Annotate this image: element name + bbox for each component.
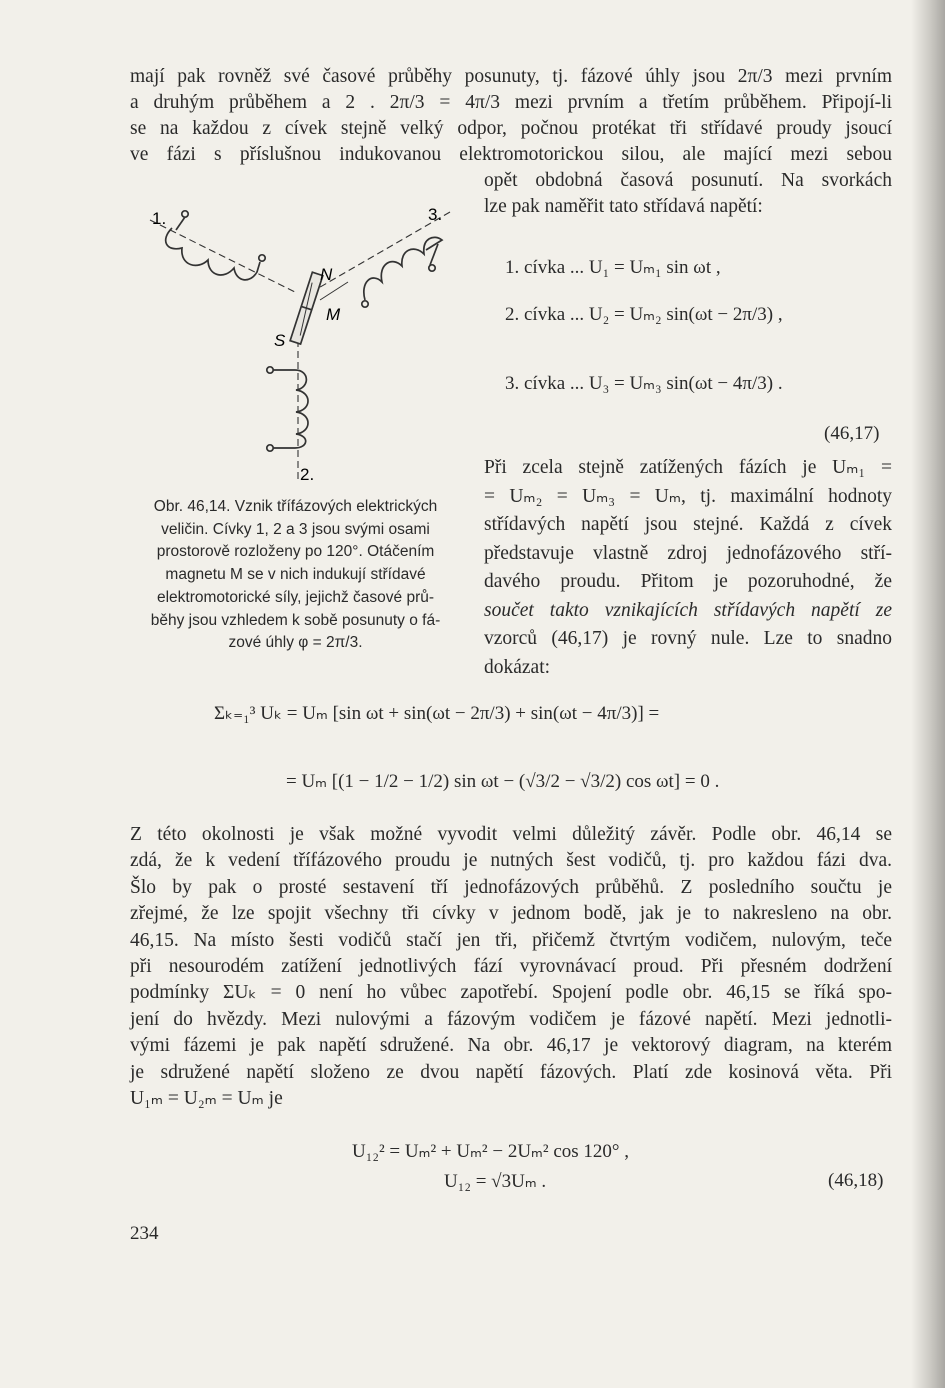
equation-coil-2: 2. cívka ... U₂ = Uₘ₂ sin(ωt − 2π/3) , — [505, 304, 783, 325]
text-line: se na každou z cívek stejně velký odpor, počnou protékat tři střídavé proudy jsoucí — [130, 118, 892, 139]
caption-line: běhy jsou vzhledem k sobě posunuty o fá- — [150, 611, 441, 629]
text-line: dokázat: — [484, 656, 551, 678]
caption-line: magnetu M se v nich indukují střídavé — [165, 566, 426, 584]
label-coil-3: 3. — [428, 205, 443, 224]
text-line: opět obdobná časová posunutí. Na svorkách — [484, 170, 892, 191]
three-phase-coil-figure — [120, 190, 465, 490]
text-line: podmínky ΣUₖ = 0 není ho vůbec zapotřebí. Spojení podle obr. 46,15 se říká spo- — [130, 982, 892, 1004]
label-coil-1: 1. — [152, 209, 167, 228]
equation-sum-line-2: = Uₘ [(1 − 1/2 − 1/2) sin ωt − (√3/2 − √3/2) cos ωt] = 0 . — [286, 771, 720, 792]
text-line: jení do hvězdy. Mezi nulovými a fázovým vodičem je fázové napětí. Mezi jednotli- — [130, 1008, 892, 1030]
text-line: U₁ₘ = U₂ₘ = Uₘ je — [130, 1088, 283, 1110]
text-line: mají pak rovněž své časové průběhy posunuty, tj. fázové úhly jsou 2π/3 mezi prvním — [130, 66, 892, 87]
caption-line: Obr. 46,14. Vznik třífázových elektrických — [153, 498, 438, 515]
equation-coil-3: 3. cívka ... U₃ = Uₘ₃ sin(ωt − 4π/3) . — [505, 373, 783, 394]
coil-2 — [272, 370, 308, 448]
coil-3-terminal-b — [429, 265, 435, 271]
text-line: davého proudu. Přitom je pozoruhodné, že — [484, 571, 892, 592]
label-coil-2: 2. — [300, 465, 315, 484]
text-line: střídavých napětí jsou stejné. Každá z cívek — [484, 514, 892, 535]
caption-line: prostorově rozloženy po 120°. Otáčením — [156, 543, 435, 561]
coil-1-lead-a — [176, 217, 185, 230]
page-edge-shadow — [911, 0, 945, 1388]
label-south: S — [274, 331, 286, 350]
text-line: ve fázi s příslušnou indukovanou elektromotorickou silou, ale mající mezi sebou — [130, 144, 892, 165]
coil-1-terminal-a — [182, 211, 188, 217]
equation-u12: U₁₂ = √3Uₘ . — [444, 1171, 547, 1192]
page-number: 234 — [130, 1223, 159, 1244]
text-line: Šlo by pak o prosté sestavení tří jednofázových průběhů. Z posledního součtu je — [130, 876, 892, 898]
text-line: zdá, že k vedení třífázového proudu je nutných šest vodičů, tj. pro každou fázi dva. — [130, 850, 892, 872]
text-line: Z této okolnosti je však možné vyvodit velmi důležitý závěr. Podle obr. 46,14 se — [130, 824, 892, 845]
equation-sum-line-1: Σₖ₌₁³ Uₖ = Uₘ [sin ωt + sin(ωt − 2π/3) + sin(ωt − 4π/3)] = — [214, 703, 660, 724]
coil-1 — [166, 228, 260, 280]
equation-u12-squared: U₁₂² = Uₘ² + Uₘ² − 2Uₘ² cos 120° , — [352, 1141, 630, 1162]
coil-axis-1 — [150, 220, 295, 292]
text-line: při nesourodém zatížení jednotlivých fází vyrovnávací proud. Při přesném dodržení — [130, 956, 892, 978]
text-line: součet takto vznikajících střídavých napětí ze — [484, 599, 892, 621]
equation-number-46-17: (46,17) — [824, 423, 880, 444]
label-magnet: M — [326, 305, 341, 324]
equation-coil-1: 1. cívka ... U₁ = Uₘ₁ sin ωt , — [505, 257, 721, 278]
text-line: lze pak naměřit tato střídavá napětí: — [484, 196, 763, 217]
coil-1-terminal-b — [259, 255, 265, 261]
paragraph-top — [130, 64, 892, 168]
text-line: Při zcela stejně zatížených fázích je Uₘ₁ = — [484, 457, 892, 478]
coil-2-terminal-b — [267, 445, 273, 451]
text-line: vými fázemi je pak napětí sdružené. Na obr. 46,17 je vektorový diagram, na kterém — [130, 1035, 892, 1057]
text-line: 46,15. Na místo šesti vodičů stačí jen tři, přičemž čtvrtým vodičem, nulovým, teče — [130, 929, 892, 951]
text-line: zřejmé, že lze spojit všechny tři cívky v jednom bodě, jak je to nakresleno na obr. — [130, 903, 892, 925]
text-line: = Uₘ₂ = Uₘ₃ = Uₘ, tj. maximální hodnoty — [484, 485, 892, 507]
text-line: je sdružené napětí složeno ze dvou napětí fázových. Platí zde kosinová věta. Při — [130, 1061, 892, 1083]
figure-caption — [123, 496, 468, 655]
paragraph-right — [484, 168, 892, 220]
text-line: představuje vlastně zdroj jednofázového stří- — [484, 542, 892, 564]
text-line: vzorců (46,17) je rovný nule. Lze to snadno — [484, 628, 892, 649]
label-north: N — [320, 265, 333, 284]
rotating-magnet — [290, 272, 323, 344]
caption-line: zové úhly φ = 2π/3. — [228, 634, 363, 652]
caption-line: veličin. Cívky 1, 2 a 3 jsou svými osami — [161, 520, 430, 538]
paragraph-right-2 — [484, 454, 892, 682]
text-line: a druhým průběhem a 2 . 2π/3 = 4π/3 mezi prvním a třetím průběhem. Připojí-li — [130, 92, 892, 113]
equation-number-46-18: (46,18) — [828, 1170, 884, 1191]
coil-2-terminal-a — [267, 367, 273, 373]
caption-line: elektromotorické síly, jejichž časové prů- — [156, 588, 435, 606]
paragraph-bottom — [130, 822, 892, 1112]
coil-3-terminal-a — [362, 301, 368, 307]
